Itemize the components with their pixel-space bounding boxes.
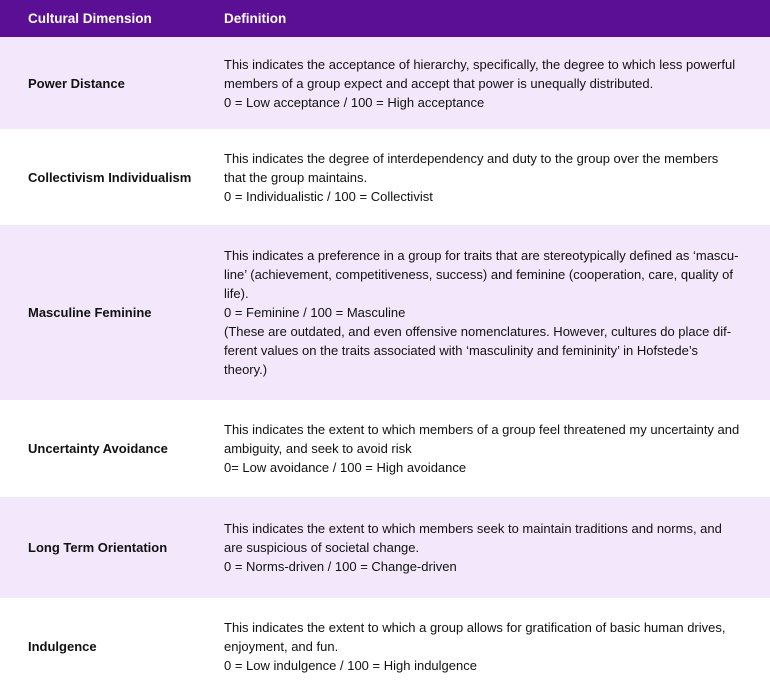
dimension-definition [224,618,754,675]
definition-line: 0= Low avoidance / 100 = High avoidance [224,460,467,475]
dimension-definition [224,519,754,576]
table-row [0,129,770,225]
definition-line: This indicates the extent to which members seek to maintain traditions and norms, and [224,521,722,536]
definition-line: 0 = Low indulgence / 100 = High indulgence [224,658,477,673]
dimension-definition [224,149,754,206]
definition-line: This indicates the extent to which members of a group feel threatened my uncertainty and [224,422,740,437]
definition-line: This indicates the acceptance of hierarchy, specifically, the degree to which less powerful [224,56,736,72]
definition-line: that the group maintains. [224,169,368,185]
dimension-name: Uncertainty Avoidance [28,441,168,456]
definition-line: life). [224,286,249,301]
definition-line: 0 = Feminine / 100 = Masculine [224,305,406,320]
table-row [0,37,770,129]
table-row [0,598,770,695]
dimension-definition [224,55,754,112]
definition-line: enjoyment, and fun. [224,639,339,654]
definition-line: line’ (achievement, competitiveness, success) and feminine (cooperation, care, quality of [224,267,733,282]
dimension-name: Masculine Feminine [28,305,152,320]
definition-line: (These are outdated, and even offensive nomenclatures. However, cultures do place dif- [224,324,732,339]
dimension-name: Power Distance [28,75,125,91]
dimension-name: Long Term Orientation [28,540,168,555]
definition-line: This indicates the degree of interdependency and duty to the group over the members [224,150,719,166]
definition-line: 0 = Low acceptance / 100 = High acceptance [224,94,485,110]
table-row [0,497,770,598]
header-definition: Definition [224,11,287,26]
definition-line: This indicates the extent to which a group allows for gratification of basic human drives, [224,620,726,635]
dimension-name: Collectivism Individualism [28,169,192,185]
definition-line: 0 = Individualistic / 100 = Collectivist [224,188,433,204]
definition-line: ambiguity, and seek to avoid risk [224,441,412,456]
definition-line: theory.) [224,362,268,377]
definition-line: 0 = Norms-driven / 100 = Change-driven [224,559,457,574]
table-header [0,0,770,37]
table-row [0,400,770,497]
definition-line: ferent values on the traits associated with ‘masculinity and femininity’ in Hofstede’s [224,343,699,358]
dimension-definition [224,246,754,379]
definition-line: are suspicious of societal change. [224,540,420,555]
definition-line: This indicates a preference in a group for traits that are stereotypically defined as ‘mascu- [224,248,739,263]
definition-line: members of a group expect and accept that power is unequally distributed. [224,75,654,91]
header-cultural-dimension: Cultural Dimension [28,11,152,26]
dimension-definition [224,420,754,477]
dimension-name: Indulgence [28,639,97,654]
table-row [0,225,770,400]
